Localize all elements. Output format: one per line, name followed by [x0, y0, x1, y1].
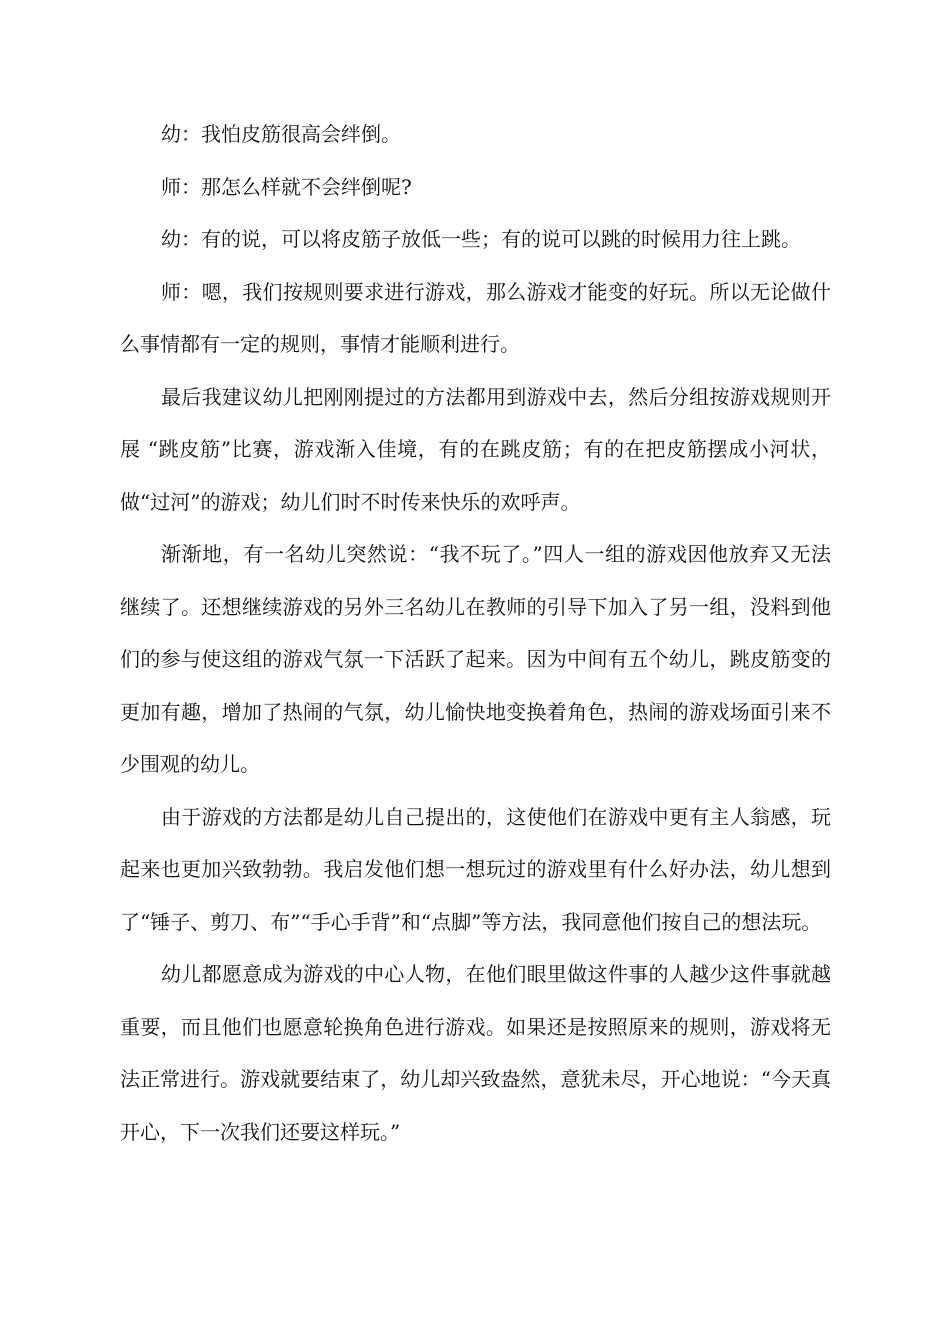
paragraph-game-methods: 由于游戏的方法都是幼儿自己提出的，这使他们在游戏中更有主人翁感，玩起来也更加兴致勃勃。我启发他们想一想玩过的游戏里有什么好办法，幼儿想到了“锤子、剪刀、布”“手心手背”和“点脚”等方法，我同意他们按自己的想法玩。 — [120, 804, 831, 934]
paragraph-dialogue-teacher-1: 师：那怎么样就不会绊倒呢? — [161, 174, 412, 199]
paragraph-child-quits: 渐渐地，有一名幼儿突然说：“我不玩了。”四人一组的游戏因他放弃又无法继续了。还想继续游戏的另外三名幼儿在教师的引导下加入了另一组，没料到他们的参与使这组的游戏气氛一下活跃了起来。因为中间有五个幼儿，跳皮筋变的更加有趣，增加了热闹的气氛，幼儿愉快地变换着角色，热闹的游戏场面引来不少围观的幼儿。 — [120, 542, 831, 776]
document-body — [120, 108, 831, 1158]
paragraph-grouped-game: 最后我建议幼儿把刚刚提过的方法都用到游戏中去，然后分组按游戏规则开展 “跳皮筋”比赛，游戏渐入佳境，有的在跳皮筋；有的在把皮筋摆成小河状，做“过河”的游戏；幼儿们时不时传来快乐的欢呼声。 — [120, 384, 831, 514]
paragraph-dialogue-child-1: 幼：我怕皮筋很高会绊倒。 — [161, 122, 401, 146]
paragraph-dialogue-teacher-2: 师：嗯，我们按规则要求进行游戏，那么游戏才能变的好玩。所以无论做什么事情都有一定的规则，事情才能顺利进行。 — [120, 279, 831, 356]
paragraph-conclusion: 幼儿都愿意成为游戏的中心人物，在他们眼里做这件事的人越少这件事就越重要，而且他们也愿意轮换角色进行游戏。如果还是按照原来的规则，游戏将无法正常进行。游戏就要结束了，幼儿却兴致盎然，意犹未尽，开心地说：“今天真开心，下一次我们还要这样玩。” — [120, 962, 831, 1144]
paragraph-dialogue-child-2: 幼：有的说，可以将皮筋子放低一些；有的说可以跳的时候用力往上跳。 — [161, 227, 801, 251]
